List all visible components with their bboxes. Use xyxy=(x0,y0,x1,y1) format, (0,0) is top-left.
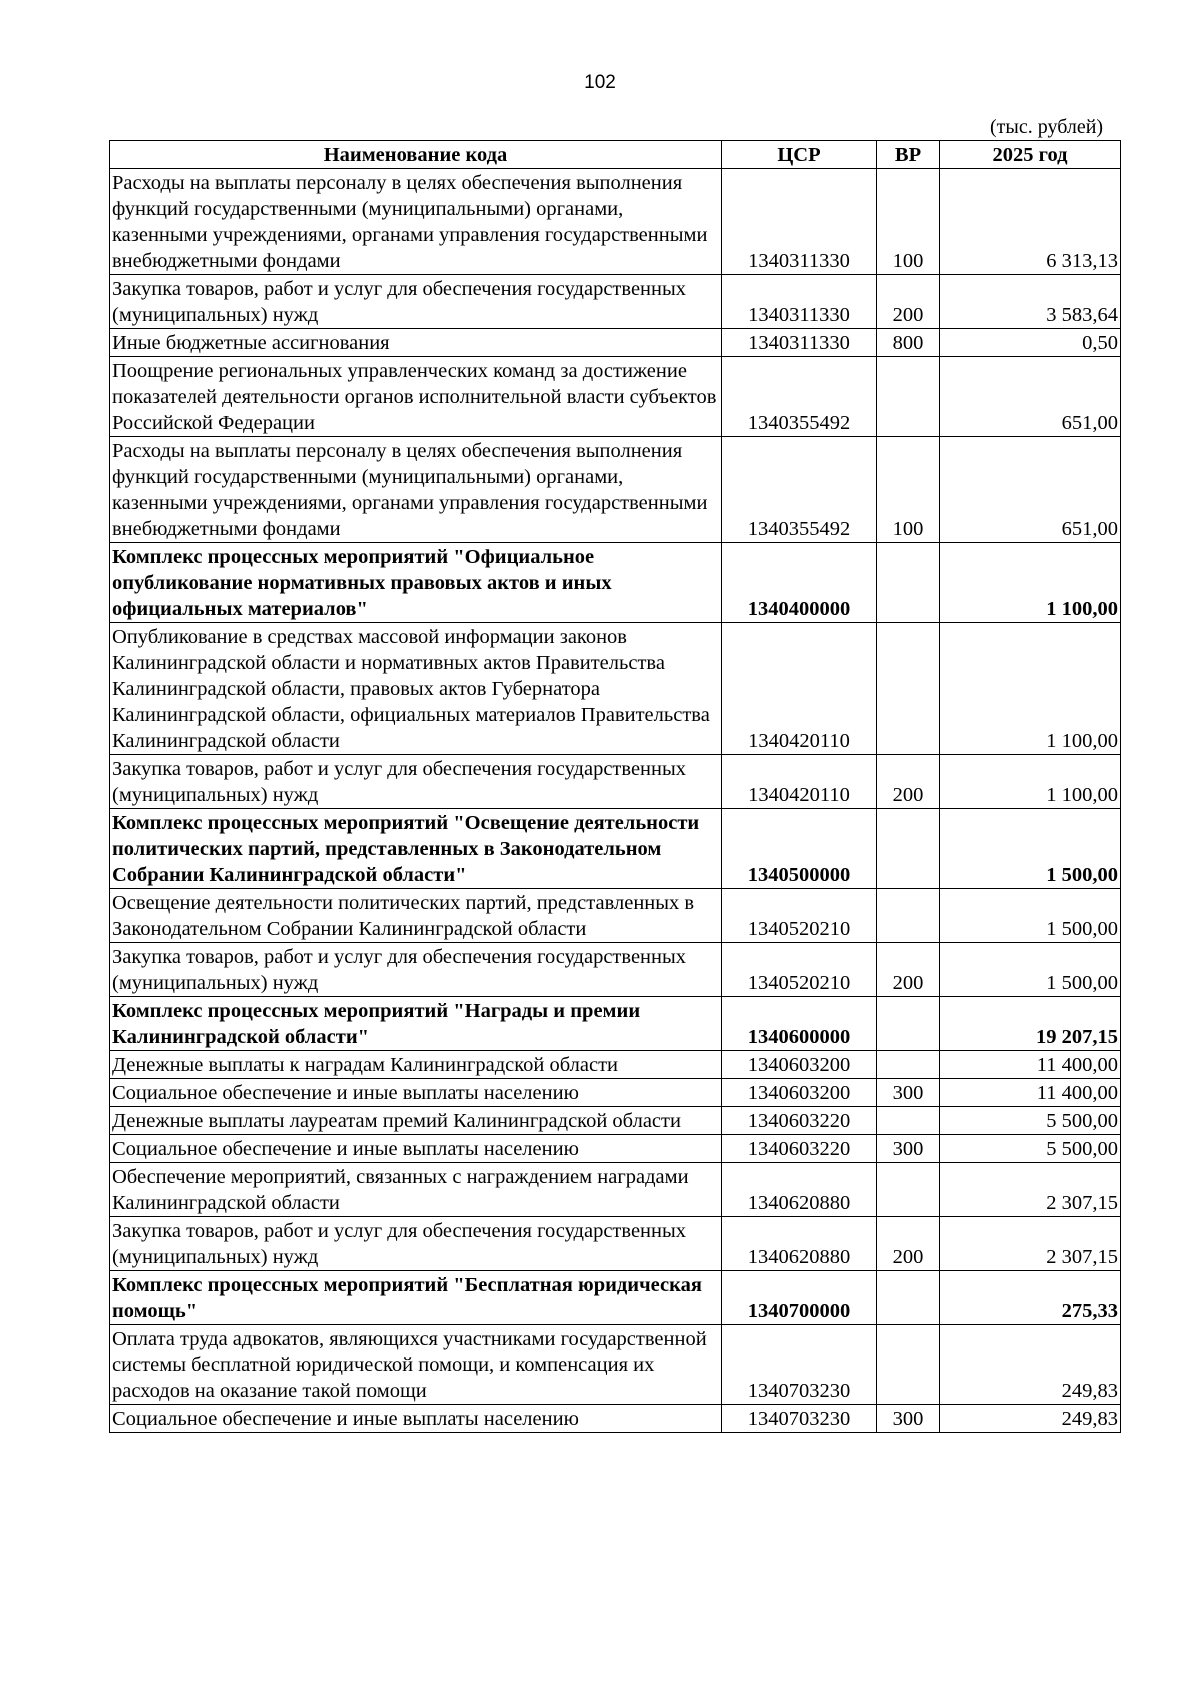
header-csr: ЦСР xyxy=(722,141,877,169)
cell-csr: 1340600000 xyxy=(722,997,877,1051)
table-row xyxy=(110,623,1121,755)
cell-name: Денежные выплаты лауреатам премий Калининградской области xyxy=(110,1107,722,1135)
cell-csr: 1340520210 xyxy=(722,943,877,997)
cell-vr: 800 xyxy=(877,329,940,357)
cell-vr xyxy=(877,1051,940,1079)
cell-amount: 5 500,00 xyxy=(940,1135,1121,1163)
cell-csr: 1340703230 xyxy=(722,1325,877,1405)
cell-amount: 651,00 xyxy=(940,357,1121,437)
cell-csr: 1340620880 xyxy=(722,1217,877,1271)
table-row xyxy=(110,437,1121,543)
cell-csr: 1340703230 xyxy=(722,1405,877,1433)
table-row xyxy=(110,809,1121,889)
table-row xyxy=(110,1271,1121,1325)
cell-csr: 1340355492 xyxy=(722,437,877,543)
cell-name: Социальное обеспечение и иные выплаты населению xyxy=(110,1405,722,1433)
cell-name: Иные бюджетные ассигнования xyxy=(110,329,722,357)
header-year: 2025 год xyxy=(940,141,1121,169)
cell-csr: 1340603200 xyxy=(722,1079,877,1107)
cell-amount: 2 307,15 xyxy=(940,1163,1121,1217)
table-row xyxy=(110,1135,1121,1163)
table-row xyxy=(110,1163,1121,1217)
cell-amount: 1 100,00 xyxy=(940,623,1121,755)
cell-amount: 3 583,64 xyxy=(940,275,1121,329)
cell-amount: 0,50 xyxy=(940,329,1121,357)
cell-csr: 1340311330 xyxy=(722,275,877,329)
cell-amount: 1 100,00 xyxy=(940,543,1121,623)
table-row xyxy=(110,275,1121,329)
cell-csr: 1340603200 xyxy=(722,1051,877,1079)
cell-name: Расходы на выплаты персоналу в целях обеспечения выполнения функций государственными (муниципальными) органами, казенными учреждениями, органами управления государственными внебюджетными фондами xyxy=(110,169,722,275)
cell-name: Комплекс процессных мероприятий "Бесплатная юридическая помощь" xyxy=(110,1271,722,1325)
cell-vr: 200 xyxy=(877,755,940,809)
cell-name: Расходы на выплаты персоналу в целях обеспечения выполнения функций государственными (муниципальными) органами, казенными учреждениями, органами управления государственными внебюджетными фондами xyxy=(110,437,722,543)
cell-vr xyxy=(877,543,940,623)
units-note: (тыс. рублей) xyxy=(990,116,1104,138)
table-row xyxy=(110,943,1121,997)
cell-amount: 2 307,15 xyxy=(940,1217,1121,1271)
cell-amount: 11 400,00 xyxy=(940,1051,1121,1079)
cell-csr: 1340311330 xyxy=(722,329,877,357)
cell-name: Денежные выплаты к наградам Калининградской области xyxy=(110,1051,722,1079)
cell-name: Закупка товаров, работ и услуг для обеспечения государственных (муниципальных) нужд xyxy=(110,1217,722,1271)
cell-amount: 651,00 xyxy=(940,437,1121,543)
table-body xyxy=(110,169,1121,1433)
cell-vr xyxy=(877,809,940,889)
cell-vr xyxy=(877,1271,940,1325)
cell-csr: 1340603220 xyxy=(722,1135,877,1163)
cell-amount: 19 207,15 xyxy=(940,997,1121,1051)
table-row xyxy=(110,997,1121,1051)
cell-csr: 1340620880 xyxy=(722,1163,877,1217)
table-row xyxy=(110,1405,1121,1433)
cell-vr xyxy=(877,623,940,755)
cell-csr: 1340355492 xyxy=(722,357,877,437)
cell-amount: 249,83 xyxy=(940,1405,1121,1433)
cell-amount: 1 100,00 xyxy=(940,755,1121,809)
cell-name: Освещение деятельности политических партий, представленных в Законодательном Собрании Калининградской области xyxy=(110,889,722,943)
table-row xyxy=(110,329,1121,357)
cell-vr: 200 xyxy=(877,275,940,329)
table-row xyxy=(110,1079,1121,1107)
cell-vr xyxy=(877,357,940,437)
table-header-row xyxy=(110,141,1121,169)
table-row xyxy=(110,1107,1121,1135)
budget-table xyxy=(109,140,1121,1433)
header-name: Наименование кода xyxy=(110,141,722,169)
cell-vr: 100 xyxy=(877,169,940,275)
table-row xyxy=(110,357,1121,437)
cell-name: Поощрение региональных управленческих команд за достижение показателей деятельности органов исполнительной власти субъектов Российской Федерации xyxy=(110,357,722,437)
page-number: 102 xyxy=(584,72,616,93)
cell-csr: 1340420110 xyxy=(722,623,877,755)
cell-vr xyxy=(877,1325,940,1405)
cell-name: Закупка товаров, работ и услуг для обеспечения государственных (муниципальных) нужд xyxy=(110,755,722,809)
cell-amount: 1 500,00 xyxy=(940,889,1121,943)
cell-vr: 300 xyxy=(877,1405,940,1433)
cell-vr: 100 xyxy=(877,437,940,543)
table-row xyxy=(110,1325,1121,1405)
cell-amount: 249,83 xyxy=(940,1325,1121,1405)
cell-name: Оплата труда адвокатов, являющихся участниками государственной системы бесплатной юридической помощи, и компенсация их расходов на оказание такой помощи xyxy=(110,1325,722,1405)
cell-amount: 1 500,00 xyxy=(940,943,1121,997)
table-row xyxy=(110,889,1121,943)
cell-amount: 1 500,00 xyxy=(940,809,1121,889)
cell-name: Обеспечение мероприятий, связанных с награждением наградами Калининградской области xyxy=(110,1163,722,1217)
cell-csr: 1340400000 xyxy=(722,543,877,623)
table-row xyxy=(110,755,1121,809)
cell-name: Закупка товаров, работ и услуг для обеспечения государственных (муниципальных) нужд xyxy=(110,943,722,997)
cell-name: Комплекс процессных мероприятий "Официальное опубликование нормативных правовых актов и иных официальных материалов" xyxy=(110,543,722,623)
cell-amount: 275,33 xyxy=(940,1271,1121,1325)
cell-vr xyxy=(877,997,940,1051)
table-row xyxy=(110,1051,1121,1079)
cell-csr: 1340520210 xyxy=(722,889,877,943)
table-row xyxy=(110,543,1121,623)
cell-vr: 300 xyxy=(877,1135,940,1163)
cell-name: Комплекс процессных мероприятий "Освещение деятельности политических партий, представленных в Законодательном Собрании Калининградской области" xyxy=(110,809,722,889)
cell-vr xyxy=(877,889,940,943)
cell-vr xyxy=(877,1163,940,1217)
cell-csr: 1340500000 xyxy=(722,809,877,889)
header-vr: ВР xyxy=(877,141,940,169)
cell-vr: 300 xyxy=(877,1079,940,1107)
cell-name: Опубликование в средствах массовой информации законов Калининградской области и нормативных актов Правительства Калининградской области, правовых актов Губернатора Калининградской области, официальных материалов Правительства Калининградской области xyxy=(110,623,722,755)
cell-vr: 200 xyxy=(877,943,940,997)
cell-csr: 1340420110 xyxy=(722,755,877,809)
cell-amount: 6 313,13 xyxy=(940,169,1121,275)
table-row xyxy=(110,1217,1121,1271)
cell-amount: 5 500,00 xyxy=(940,1107,1121,1135)
table-row xyxy=(110,169,1121,275)
cell-vr: 200 xyxy=(877,1217,940,1271)
cell-csr: 1340700000 xyxy=(722,1271,877,1325)
cell-vr xyxy=(877,1107,940,1135)
cell-name: Социальное обеспечение и иные выплаты населению xyxy=(110,1079,722,1107)
cell-name: Комплекс процессных мероприятий "Награды и премии Калининградской области" xyxy=(110,997,722,1051)
cell-name: Закупка товаров, работ и услуг для обеспечения государственных (муниципальных) нужд xyxy=(110,275,722,329)
cell-csr: 1340311330 xyxy=(722,169,877,275)
cell-amount: 11 400,00 xyxy=(940,1079,1121,1107)
cell-name: Социальное обеспечение и иные выплаты населению xyxy=(110,1135,722,1163)
cell-csr: 1340603220 xyxy=(722,1107,877,1135)
